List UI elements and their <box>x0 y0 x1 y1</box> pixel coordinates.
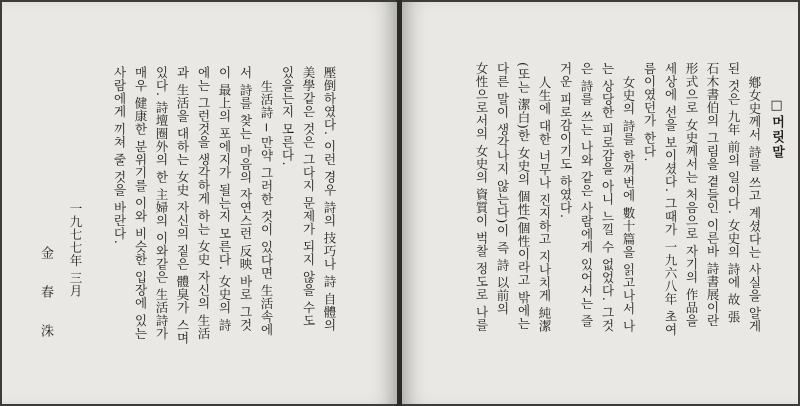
text-line: 石木書伯의 그림을 곁들인 이른바 詩書展이란 <box>705 62 720 327</box>
text-line: 生活詩 ─ 만약 그러한 것이 있다면 生活속에 <box>259 80 274 336</box>
author-name: 金 春 洙 <box>38 246 53 349</box>
text-line: 이 最上의 포에지가 될는지 모른다. 女史의 詩 <box>217 66 232 332</box>
text-line: 은 詩를 쓰는 나와 같은 사람에게 있어서는 즐 <box>579 62 594 328</box>
text-line: 된 것은 九年 前의 일이다. 女史의 詩에 故 張 <box>726 62 741 324</box>
text-line: 鄕女史께서 詩를 쓰고 계셨다는 사실을 알게 <box>747 76 762 333</box>
text-line: 매우 健康한 분위기를 이와 비슷한 입장에 있는 <box>133 66 148 340</box>
text-line: 과 生活을 대하는 女史 자신의 짙은 體臭가 스며 <box>175 66 190 345</box>
text-line: 形式으로 女史께서는 처음으로 자기의 作品을 <box>684 62 699 327</box>
text-line: 사람에게 끼쳐 줄 것을 바란다. <box>112 66 127 245</box>
text-line: 서 詩를 찾는 마음의 자연스런 反映 바로 그것 <box>238 66 253 332</box>
text-line: 美學같은 것은 그다지 문제가 되지 않을 수도 <box>301 66 316 327</box>
text-line: 세상에 선을 보이셨다. 그때가 一九六八年 초여 <box>663 62 678 336</box>
text-line: 거운 피로감이기도 하였다. <box>558 62 573 219</box>
text-line: (또는 潔白)한 女史의 個性(個性이라고 밖에는 <box>516 62 531 331</box>
right-page <box>401 2 798 404</box>
text-line: 다른 말이 생각나지 않는다)이 즉 詩 以前의 <box>495 62 510 316</box>
text-line: 있을는지 모른다. <box>280 66 295 166</box>
text-line: 壓倒하였다. 이런 경우 詩의 技巧나 詩 自體의 <box>322 66 337 332</box>
preface-heading: □머릿말 <box>769 98 784 160</box>
preface-date: 一九七七年 三月 <box>68 202 83 298</box>
text-line: 에는 그런것을 생각하게 하는 女史 자신의 生活 <box>196 66 211 340</box>
text-line: 女史의 詩를 한꺼번에 數十篇을 읽고나서 나 <box>621 76 636 333</box>
text-line: 女性으로서의 女史의 資質이 벅찰 정도로 나를 <box>474 62 489 332</box>
left-page <box>2 2 397 404</box>
text-line: 름이였던가 한다. <box>642 62 657 162</box>
text-line: 는 상당한 피로감을 아니 느낄 수 없었다. 그것 <box>600 62 615 332</box>
text-line: 있다. 詩壇圈外의 한 主婦의 이와같은 生活詩가 <box>154 66 169 340</box>
text-line: 人生에 대한 너무나 진지하고 지나치게 純潔 <box>537 76 552 333</box>
